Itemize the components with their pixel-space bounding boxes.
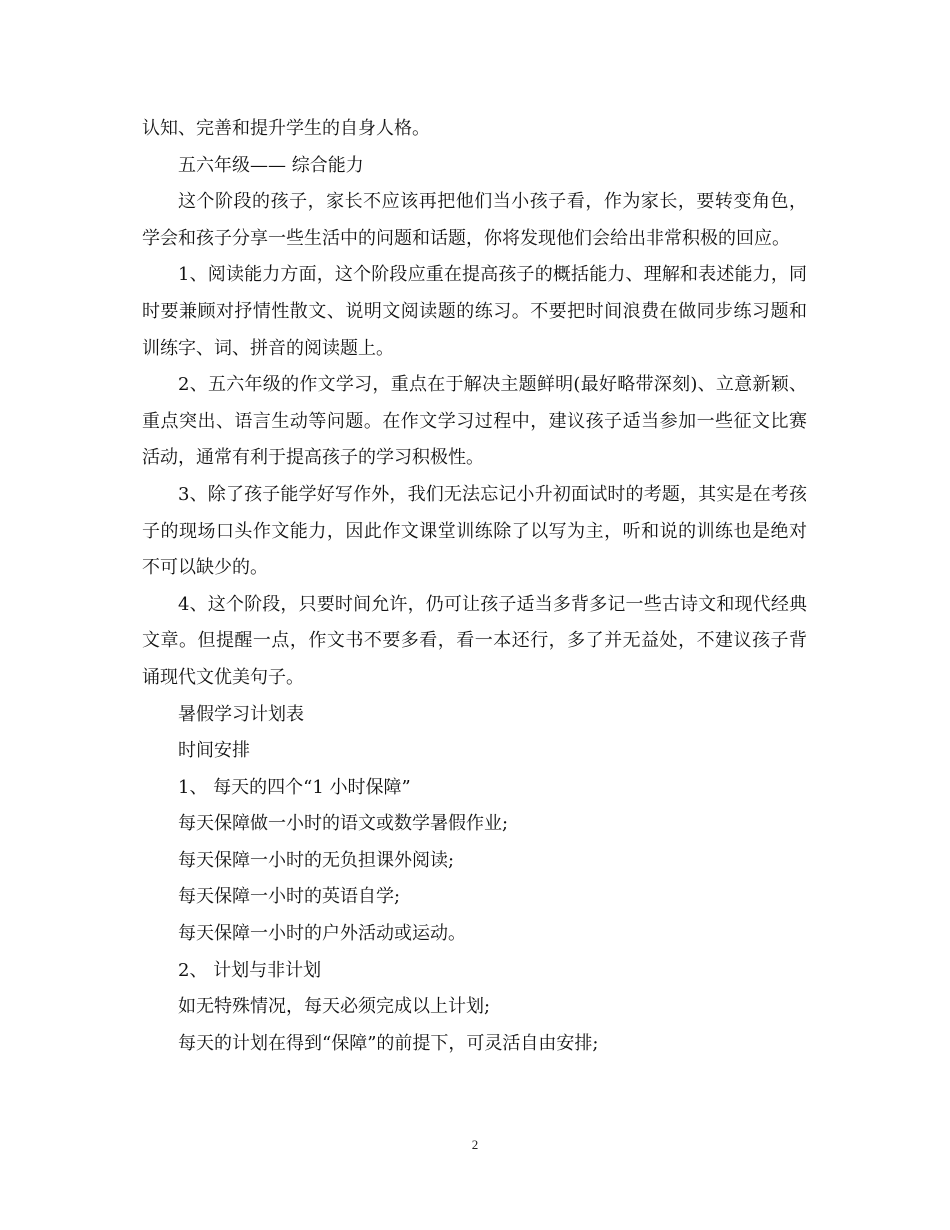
list-item: 每天保障一小时的户外活动或运动。 xyxy=(178,923,466,945)
list-item: 每天保障一小时的英语自学; xyxy=(178,886,401,908)
list-item: 每天的计划在得到“保障”的前提下，可灵活自由安排; xyxy=(178,1032,599,1054)
list-heading: 2、 计划与非计划 xyxy=(178,959,322,981)
list-item: 每天保障做一小时的语文或数学暑假作业; xyxy=(178,813,509,835)
paragraph: 2、五六年级的作文学习，重点在于解决主题鲜明(最好略带深刻)、立意新颖、重点突出、语言生动等问题。在作文学习过程中，建议孩子适当参加一些征文比赛活动，通常有利于提高孩子的学习积极性。 xyxy=(142,374,807,469)
list-item: 如无特殊情况，每天必须完成以上计划; xyxy=(178,996,491,1018)
section-heading: 暑假学习计划表 xyxy=(178,703,304,725)
paragraph-continuation: 认知、完善和提升学生的自身人格。 xyxy=(142,118,430,139)
list-heading: 1、 每天的四个“1 小时保障” xyxy=(178,776,411,798)
paragraph: 3、除了孩子能学好写作外，我们无法忘记小升初面试时的考题，其实是在考孩子的现场口头作文能力，因此作文课堂训练除了以写为主，听和说的训练也是绝对不可以缺少的。 xyxy=(142,483,807,579)
subsection-heading: 时间安排 xyxy=(178,740,250,762)
document-body xyxy=(142,111,807,1062)
page-number: 2 xyxy=(471,1137,479,1152)
paragraph: 1、阅读能力方面，这个阶段应重在提高孩子的概括能力、理解和表述能力，同时要兼顾对抒情性散文、说明文阅读题的练习。不要把时间浪费在做同步练习题和训练字、词、拼音的阅读题上。 xyxy=(142,264,807,359)
paragraph: 这个阶段的孩子，家长不应该再把他们当小孩子看，作为家长，要转变角色，学会和孩子分享一些生活中的问题和话题，你将发现他们会给出非常积极的回应。 xyxy=(142,191,807,249)
paragraph: 4、这个阶段，只要时间允许，仍可让孩子适当多背多记一些古诗文和现代经典文章。但提醒一点，作文书不要多看，看一本还行，多了并无益处，不建议孩子背诵现代文优美句子。 xyxy=(142,593,807,688)
section-heading: 五六年级—— 综合能力 xyxy=(178,154,364,176)
list-item: 每天保障一小时的无负担课外阅读; xyxy=(178,849,455,871)
